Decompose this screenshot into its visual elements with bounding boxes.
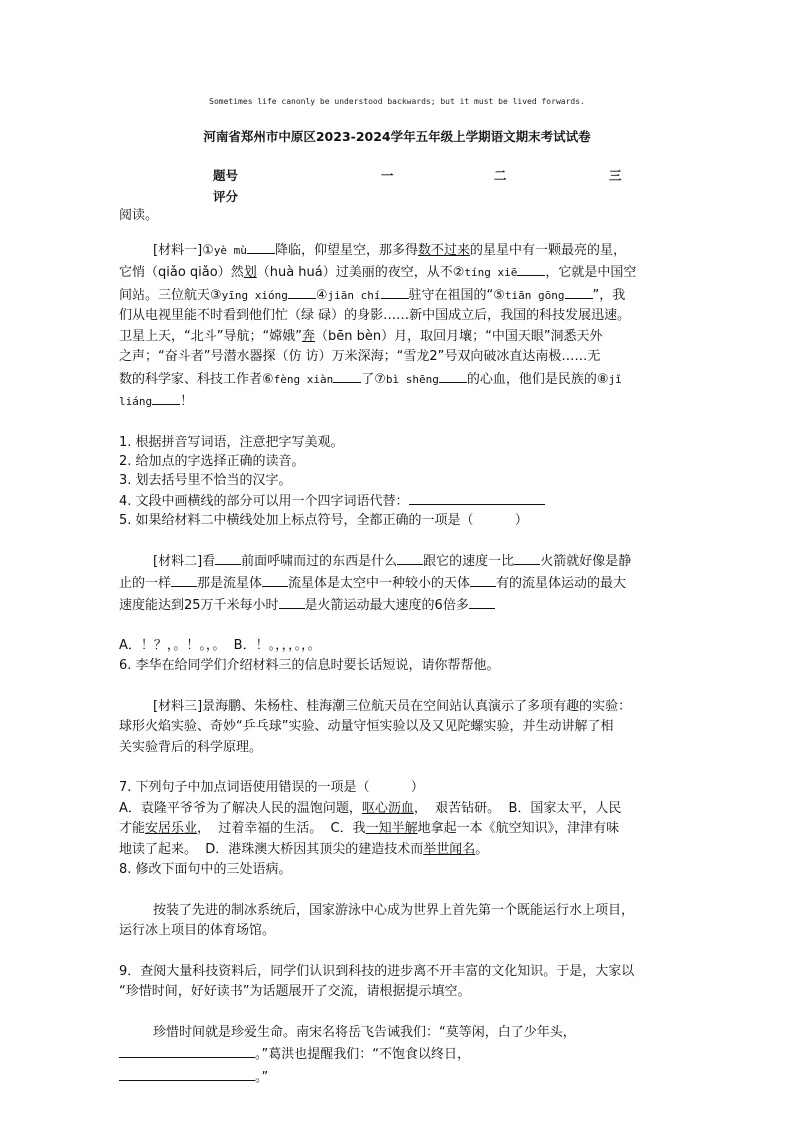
- question-8-sentence: [119, 901, 679, 942]
- m3-text: 球形火焰实验、奇妙“乒乓球”实验、动量守恒实验以及又见陀螺实验，并生动讲解了相: [119, 719, 614, 734]
- dotted-phrase: 呕心沥血: [361, 800, 414, 816]
- dotted-phrase: 安居乐业: [145, 821, 198, 836]
- score-table-col-1: 一: [381, 168, 394, 183]
- question-6: 6. 李华在给同学们介绍材料三的信息时要长话短说，请你帮帮他。: [119, 658, 500, 673]
- punct-blank[interactable]: [470, 572, 496, 587]
- question-1: 1. 根据拼音写词语，注意把字写美观。: [119, 434, 344, 450]
- m2-text: 有的流星体运动的最大: [496, 575, 627, 591]
- q7-text: 才能: [119, 821, 146, 836]
- punct-blank[interactable]: [469, 594, 495, 609]
- m1-text: 数的科学家、科技工作者⑥: [119, 371, 274, 387]
- punct-blank[interactable]: [262, 572, 288, 587]
- m3-text: [材料三]景海鹏、朱杨柱、桂海潮三位航天员在空间站认真演示了多项有趣的实验：: [153, 698, 632, 714]
- m2-text: 止的一样: [119, 575, 172, 591]
- q7-text: A．袁隆平爷爷为了解决人民的温饱问题，: [119, 800, 362, 816]
- m3-text: 关实验背后的科学原理。: [119, 739, 263, 755]
- m1-text: ，它就是中国空: [545, 265, 637, 280]
- question-2: 2. 给加点的字选择正确的读音。: [119, 453, 305, 469]
- m1-text: 间站。三位航天③: [119, 287, 222, 303]
- q7-text: 地读了起来。 D．港珠澳大桥因其顶尖的建造技术而: [119, 841, 424, 857]
- dotted-char: 划: [243, 265, 257, 280]
- m1-text: 驻守在祖国的“⑤: [408, 287, 505, 303]
- m1-text: ”，我: [592, 287, 626, 303]
- answer-blank[interactable]: [381, 284, 409, 299]
- m1-text: 之声；“奋斗者”号潜水器探（仿 访）万米深海；“雪龙2”号双向破冰直达南极……无: [119, 349, 601, 364]
- score-table-col-2: 二: [494, 168, 507, 183]
- question-7: [119, 778, 679, 860]
- punct-blank[interactable]: [279, 594, 305, 609]
- material-2: [119, 550, 679, 616]
- answer-blank[interactable]: [288, 284, 316, 299]
- page-motto: Sometimes life canonly be understood backwards; but it must be lived forwards.: [209, 97, 585, 106]
- m1-text: 们从电视里能不时看到他们忙（绿 碌）的身影……新中国成立后，我国的科技发展迅速。: [119, 308, 631, 323]
- pinyin-prompt: yīng xióng: [221, 288, 288, 302]
- m1-text: 它悄（qiǎo qiǎo）然: [119, 265, 244, 280]
- question-3: 3. 划去括号里不恰当的汉字。: [119, 472, 292, 488]
- q9-fill-text: 。”葛洪也提醒我们：“不饱食以终日，: [255, 1047, 470, 1062]
- page-title: 河南省郑州市中原区2023-2024学年五年级上学期语文期末考试试卷: [203, 129, 591, 144]
- m1-text: [材料一]①: [153, 242, 214, 258]
- punct-blank[interactable]: [514, 550, 540, 565]
- m2-text: 火箭就好像是静: [540, 553, 632, 569]
- dotted-phrase: 一知半解: [365, 821, 418, 836]
- dotted-phrase: 举世闻名: [423, 841, 476, 857]
- pinyin-prompt: jǐ: [608, 372, 622, 386]
- m2-text: 前面呼啸而过的东西是什么: [241, 553, 398, 569]
- punct-blank[interactable]: [397, 550, 423, 565]
- q9-text: “珍惜时间，好好读书”为话题展开了交流，请根据提示填空。: [119, 984, 471, 999]
- answer-line[interactable]: [119, 1066, 255, 1081]
- question-4: 4. 文段中画横线的部分可以用一个四字词语代替：: [119, 493, 409, 509]
- m2-text: 跟它的速度一比: [423, 553, 515, 569]
- underlined-phrase: 数不过来: [417, 242, 470, 258]
- reading-intro: 阅读。: [119, 208, 159, 223]
- m2-text: 那是流星体: [197, 575, 263, 591]
- pinyin-prompt: liáng: [119, 395, 153, 408]
- answer-blank[interactable]: [333, 368, 361, 383]
- pinyin-prompt: bì shēng: [385, 372, 439, 386]
- m2-text: 速度能达到25万千米每小时: [119, 597, 279, 613]
- pinyin-prompt: tiān gōng: [504, 288, 565, 302]
- m1-text: 卫星上天，“北斗”导航；“嫦娥”: [119, 328, 302, 344]
- pinyin-prompt: jiān chí: [327, 288, 381, 302]
- q7-text: 。: [475, 841, 489, 857]
- q9-fill-text: 。”: [255, 1069, 269, 1085]
- question-5: 5. 如果给材料二中横线处加上标点符号，全都正确的一项是（ ）: [119, 512, 528, 528]
- question-list-1: [119, 433, 679, 530]
- q8-text: 按装了先进的制冰系统后，国家游泳中心成为世界上首先第一个既能运行水上项目，: [153, 902, 635, 918]
- question-5-options: A．！？，。！。，。 B．！。，，，。，。: [119, 637, 321, 653]
- answer-blank[interactable]: [439, 368, 467, 383]
- punct-blank[interactable]: [171, 572, 197, 587]
- m1-text: （huà huá）过美丽的夜空，从不②: [256, 265, 465, 280]
- m2-text: 流星体是太空中一种较小的天体: [288, 575, 471, 591]
- score-table-score-label: 评分: [213, 189, 239, 204]
- m1-text: 的心血，他们是民族的⑧: [466, 371, 609, 387]
- q9-text: 9．查阅大量科技资料后，同学们认识到科技的进步离不开丰富的文化知识。于是，大家以: [119, 963, 635, 979]
- m1-text: 降临，仰望星空，那多得: [274, 242, 418, 258]
- dotted-char: 奔: [301, 328, 315, 344]
- answer-blank[interactable]: [247, 239, 275, 254]
- question-7-stem: 7. 下列句子中加点词语使用错误的一项是（ ）: [119, 780, 424, 795]
- m2-text: [材料二]看: [153, 553, 216, 569]
- pinyin-prompt: fèng xiàn: [273, 372, 334, 386]
- q7-text: 地拿起一本《航空知识》，津津有味: [417, 821, 620, 836]
- m1-text: ！: [180, 394, 194, 409]
- q7-text: ， 艰苦钻研。 B．国家太平，人民: [413, 800, 622, 816]
- m1-text: 的星星中有一颗最亮的星，: [469, 242, 626, 258]
- question-9-fill: [119, 1023, 679, 1089]
- q8-text: 运行冰上项目的体育场馆。: [119, 923, 276, 938]
- m2-text: 是火箭运动最大速度的6倍多: [304, 597, 469, 613]
- answer-line[interactable]: [409, 490, 545, 505]
- answer-blank[interactable]: [517, 261, 545, 276]
- m1-text: （bēn bèn）月，取回月壤；“中国天眼”洞悉天外: [314, 328, 603, 344]
- punct-blank[interactable]: [215, 550, 241, 565]
- exam-content: [119, 206, 679, 1088]
- q7-text: ， 过着幸福的生活。 C．我: [197, 821, 366, 836]
- q9-fill-text: 珍惜时间就是珍爱生命。南宋名将岳飞告诫我们：“莫等闲，白了少年头，: [153, 1024, 576, 1040]
- answer-blank[interactable]: [152, 390, 180, 405]
- material-3: [119, 697, 679, 759]
- score-table-header-label: 题号: [213, 168, 239, 183]
- material-1: [119, 239, 679, 413]
- question-9: [119, 962, 679, 1003]
- pinyin-prompt: yè mù: [213, 243, 247, 257]
- m1-text: ④: [315, 287, 328, 303]
- question-8: 8. 修改下面句中的三处语病。: [119, 862, 292, 877]
- m1-text: 了⑦: [361, 371, 386, 387]
- answer-blank[interactable]: [565, 284, 593, 299]
- pinyin-prompt: tíng xiē: [464, 266, 518, 279]
- score-table-col-3: 三: [609, 168, 622, 183]
- answer-line[interactable]: [119, 1043, 255, 1058]
